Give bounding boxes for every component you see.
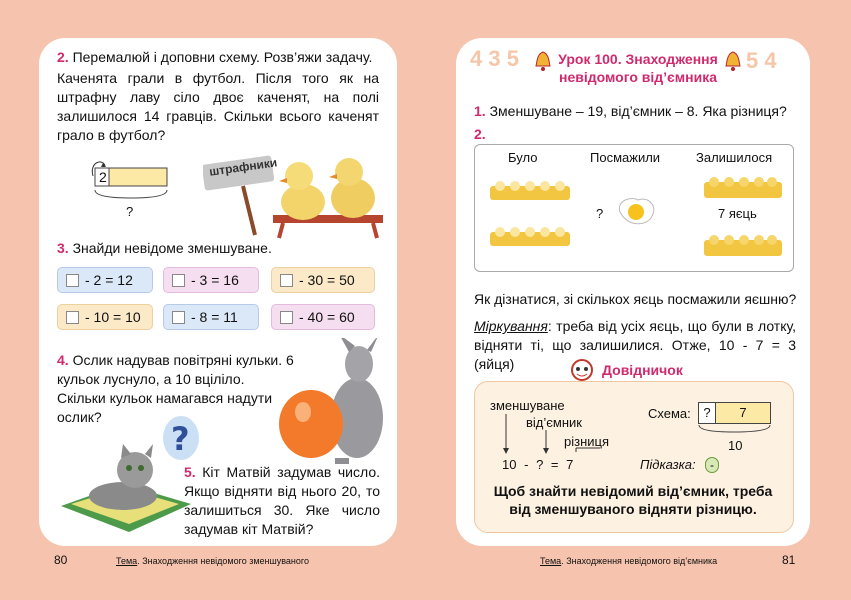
scheme-known: 7 [715,402,771,424]
bell-icon [724,50,742,72]
reference-expression: 10 - ? = 7 [502,457,574,472]
equation-3: - 30 = 50 [271,267,375,293]
label-difference: різниця [564,434,610,449]
scheme-label: Схема: [648,406,691,421]
egg-tray-remaining [702,230,784,260]
fried-question: ? [596,206,604,221]
fried-egg-icon [614,194,658,228]
donkey-balloon-illustration [275,338,395,468]
answer-box[interactable] [172,274,185,287]
task5-text: 5. Кіт Матвій задумав число. Якщо відняти від нього 20, то залишиться 30. Яке число задумав кіт Матвій? [184,464,380,537]
footer-right: Тема. Знаходження невідомого від’ємника [540,556,718,566]
answer-box[interactable] [66,311,79,324]
left-page [39,38,397,546]
hint-sign: - [705,457,719,473]
answer-box[interactable] [172,311,185,324]
scheme-brace [698,424,772,436]
column-header-had: Було [508,150,538,165]
remaining-eggs: 7 яєць [718,206,757,221]
bell-icon [534,50,552,72]
label-arrows [496,412,616,458]
equation-4: - 10 = 10 [57,304,153,330]
equation-1: - 2 = 12 [57,267,153,293]
task2-scheme [79,154,209,224]
task1-text: 1. Зменшуване – 19, від’ємник – 8. Яка різниця? [474,103,787,119]
answer-box[interactable] [280,311,293,324]
footer-left: Тема. Знаходження невідомого зменшуваного [116,556,309,566]
egg-trays-full [488,178,572,248]
label-subtrahend: від’ємник [526,415,582,430]
svg-text:?: ? [171,420,190,458]
scheme-unknown: ? [698,402,716,424]
header-decoration-left: 4 3 5 [470,46,519,71]
task2-text: Каченята грали в футбол. Після того як на штрафну лаву сіло двоє каченят, на полі залишилося 14 гравців. Скільки всього каченят грало в футбол? [57,70,379,143]
equation-6: - 40 = 60 [271,304,375,330]
answer-box[interactable] [66,274,79,287]
answer-box[interactable] [280,274,293,287]
ducklings-bench-illustration [203,130,393,240]
lesson-title: Урок 100. Знаходження невідомого від’ємника [558,51,718,85]
penalty-sign: штрафники [208,155,279,179]
question-text: Як дізнатися, зі скількох яєць посмажили яєшню? [474,291,797,307]
equation-5: - 8 = 11 [163,304,259,330]
rule-text: Щоб знайти невідомий від’ємник, треба від зменшуваного відняти різницю. [493,483,773,517]
task2-number: 2. [474,126,486,142]
label-minuend: зменшуване [490,398,565,413]
column-header-fried: Посмажили [590,150,661,165]
task4-text: 4. Ослик надував повітряні кульки. 6 кульок луснуло, а 10 вціліло. Скільки кульок намагався надути ослик? [57,352,294,425]
scheme-total: 10 [728,438,743,453]
helper-mascot-icon [568,358,596,382]
reference-title: Довідничок [602,362,683,378]
scheme-question: ? [126,204,134,219]
page-number-right: 81 [782,553,796,567]
equation-2: - 3 = 16 [163,267,259,293]
egg-tray-remaining [702,172,784,202]
task2-title: 2. Перемалюй і доповни схему. Розв’яжи задачу. [57,49,373,65]
header-decoration-right: 5 4 [746,48,777,73]
cat-pillow-illustration [51,408,201,538]
task3-title: 3. Знайди невідоме зменшуване. [57,240,272,256]
right-page [456,38,810,546]
hint-label: Підказка: [640,457,696,472]
page-number-left: 80 [54,553,68,567]
column-header-left: Залишилося [696,150,773,165]
scheme-value: 2 [99,169,107,185]
reasoning-text: Міркування: треба від усіх яєць, що були в лотку, відняти ті, що залишилися. Отже, 10 - 7 = 3 (яйця) [474,318,796,372]
